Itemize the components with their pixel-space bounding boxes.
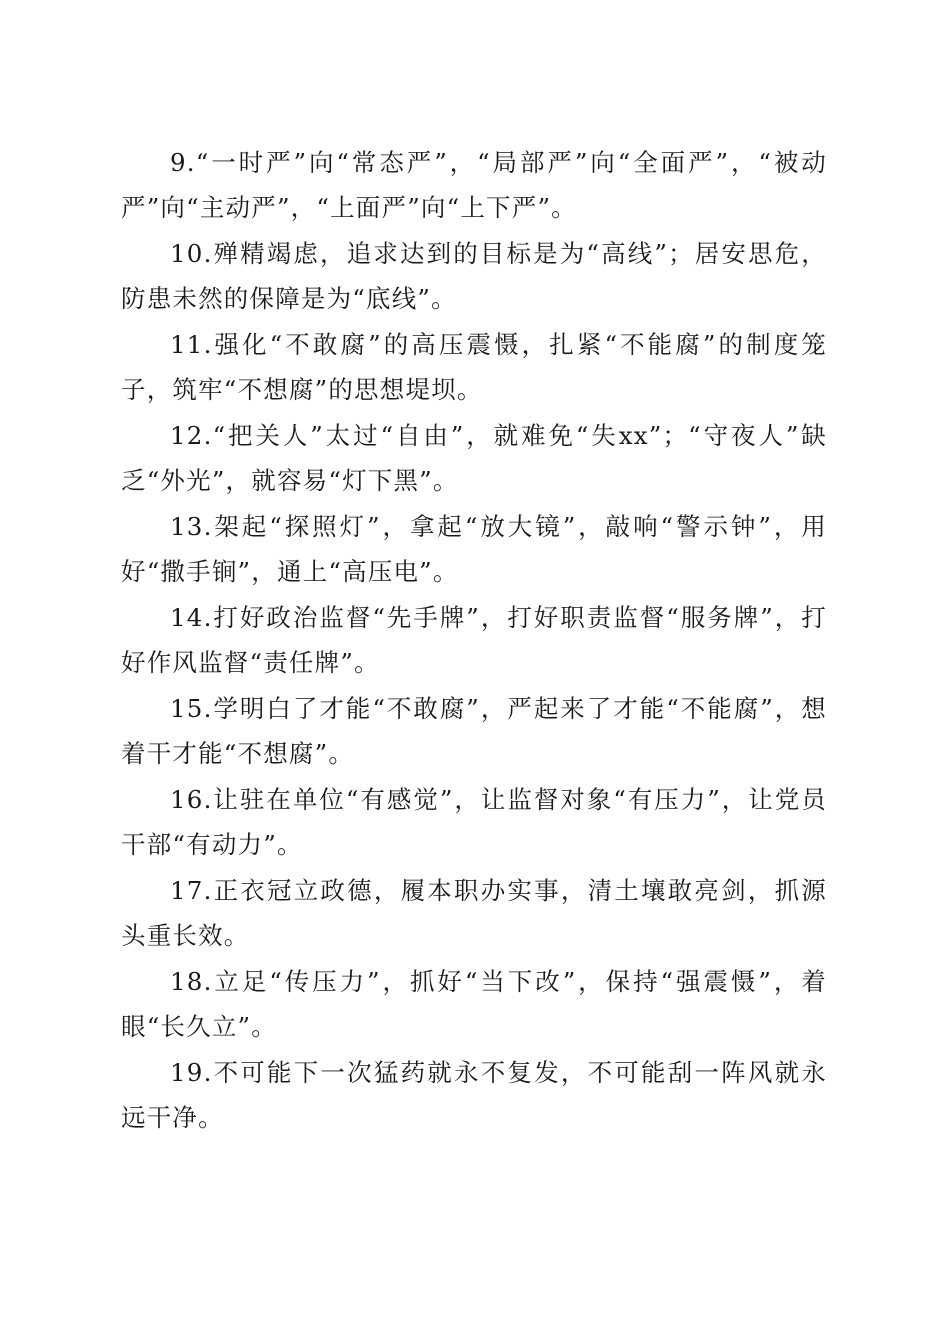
paragraph-10: 10.殚精竭虑，追求达到的目标是为“高线”；居安思危，防患未然的保障是为“底线”。 xyxy=(121,239,827,313)
paragraph-12: 12.“把关人”太过“自由”，就难免“失xx”；“守夜人”缺乏“外光”，就容易“灯下黑”。 xyxy=(121,421,827,495)
paragraph-17: 17.正衣冠立政德，履本职办实事，清土壤敢亮剑，抓源头重长效。 xyxy=(121,876,827,950)
paragraph-16: 16.让驻在单位“有感觉”，让监督对象“有压力”，让党员干部“有动力”。 xyxy=(121,785,827,859)
paragraph-19: 19.不可能下一次猛药就永不复发，不可能刮一阵风就永远干净。 xyxy=(121,1058,827,1132)
paragraph-13: 13.架起“探照灯”，拿起“放大镜”，敲响“警示钟”，用好“撒手锏”，通上“高压电”。 xyxy=(121,512,827,586)
paragraph-18: 18.立足“传压力”，抓好“当下改”，保持“强震慑”，着眼“长久立”。 xyxy=(121,967,827,1041)
paragraph-15: 15.学明白了才能“不敢腐”，严起来了才能“不能腐”，想着干才能“不想腐”。 xyxy=(121,694,827,768)
paragraph-11: 11.强化“不敢腐”的高压震慑，扎紧“不能腐”的制度笼子，筑牢“不想腐”的思想堤坝。 xyxy=(121,330,827,404)
paragraph-14: 14.打好政治监督“先手牌”，打好职责监督“服务牌”，打好作风监督“责任牌”。 xyxy=(121,603,827,677)
document-body xyxy=(121,141,827,1142)
paragraph-9: 9.“一时严”向“常态严”，“局部严”向“全面严”，“被动严”向“主动严”，“上面严”向“上下严”。 xyxy=(121,148,827,222)
